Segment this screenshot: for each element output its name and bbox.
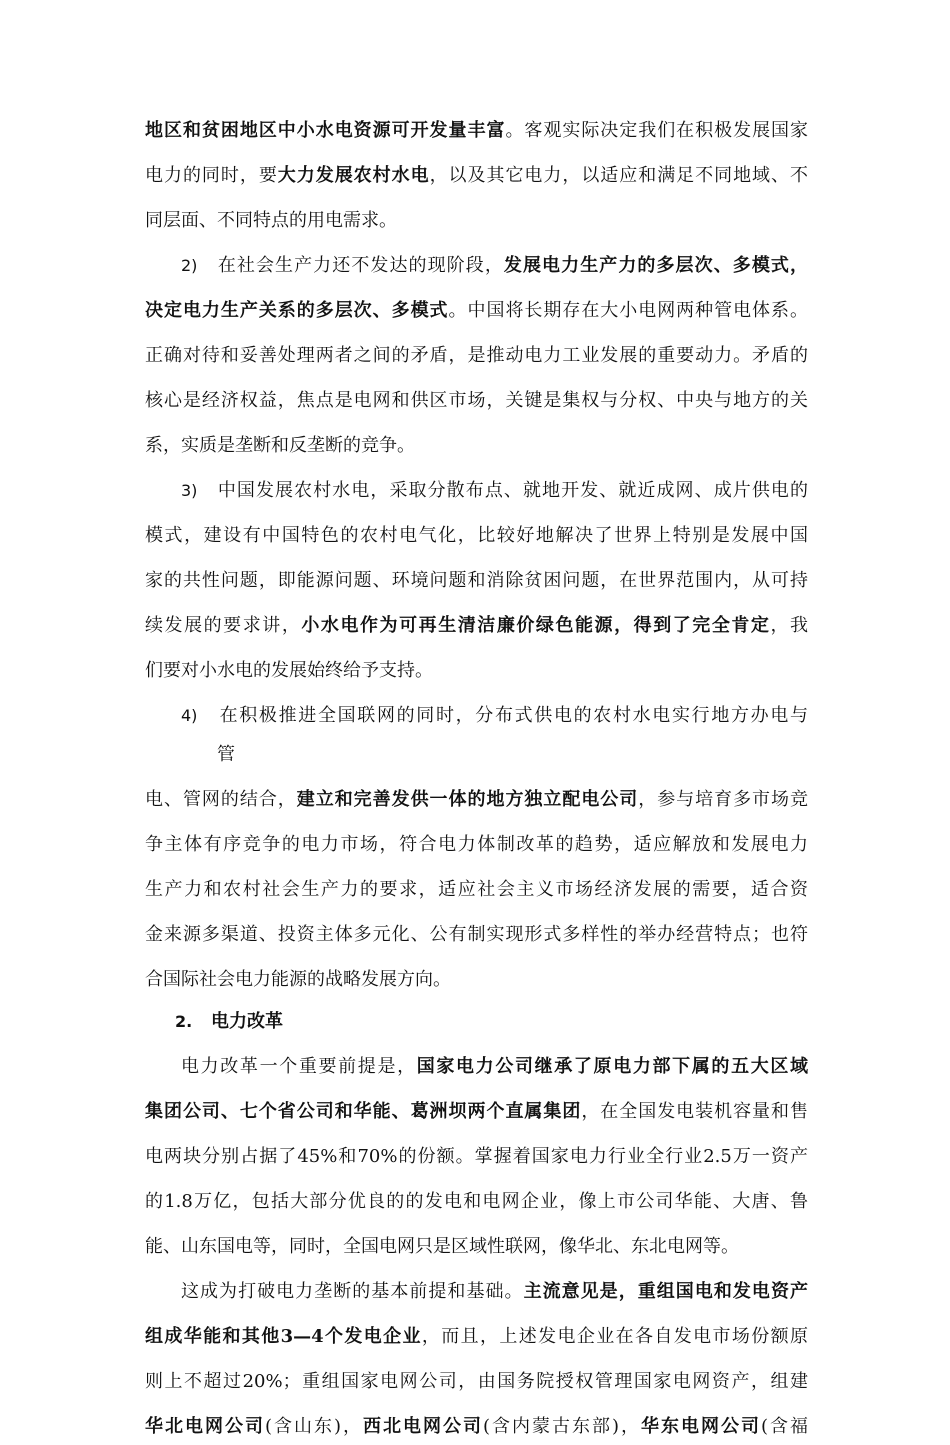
- list-item-2: 2) 在社会生产力还不发达的现阶段，发展电力生产力的多层次、多模式，: [181, 255, 808, 276]
- section-number: 2.: [175, 1012, 193, 1031]
- paragraph-line: 组成华能和其他3—4个发电企业，而且，上述发电企业在各自发电市场份额原: [145, 1326, 808, 1347]
- paragraph-line: 电力的同时，要大力发展农村水电，以及其它电力，以适应和满足不同地域、不: [145, 165, 809, 186]
- list-marker: 4): [181, 706, 198, 725]
- paragraph-line: 华北电网公司(含山东)，西北电网公司(含内蒙古东部)，华东电网公司(含福: [145, 1416, 809, 1437]
- list-item-4: 4) 在积极推进全国联网的同时，分布式供电的农村水电实行地方办电与: [181, 705, 808, 726]
- paragraph-line: 这成为打破电力垄断的基本前提和基础。主流意见是，重组国电和发电资产: [181, 1281, 808, 1302]
- paragraph-line: 电、管网的结合，建立和完善发供一体的地方独立配电公司，参与培育多市场竞: [145, 789, 808, 810]
- paragraph-line: 家的共性问题，即能源问题、环境问题和消除贫困问题，在世界范围内，从可持: [145, 570, 808, 591]
- paragraph-line: 电两块分别占据了45%和70%的份额。掌握着国家电力行业全行业2.5万一资产: [145, 1146, 808, 1167]
- paragraph-line: 续发展的要求讲，小水电作为可再生清洁廉价绿色能源，得到了完全肯定，我: [145, 615, 809, 636]
- section-heading: [175, 1004, 283, 1040]
- paragraph-line: 则上不超过20%；重组国家电网公司，由国务院授权管理国家电网资产，组建: [145, 1371, 808, 1392]
- list-item-3: 3) 中国发展农村水电，采取分散布点、就地开发、就近成网、成片供电的: [181, 480, 808, 501]
- paragraph-line: 地区和贫困地区中小水电资源可开发量丰富。客观实际决定我们在积极发展国家: [145, 120, 809, 141]
- paragraph-line: 集团公司、七个省公司和华能、葛洲坝两个直属集团，在全国发电装机容量和售: [145, 1101, 809, 1122]
- paragraph-line: 同层面、不同特点的用电需求。: [145, 210, 397, 231]
- list-marker: 3): [181, 481, 198, 500]
- paragraph-line: 模式，建设有中国特色的农村电气化，比较好地解决了世界上特别是发展中国: [145, 525, 808, 546]
- paragraph-line: 生产力和农村社会生产力的要求，适应社会主义市场经济发展的需要，适合资: [145, 879, 808, 900]
- paragraph-line: 的1.8万亿，包括大部分优良的的发电和电网企业，像上市公司华能、大唐、鲁: [145, 1191, 808, 1212]
- paragraph-line: 电力改革一个重要前提是，国家电力公司继承了原电力部下属的五大区域: [181, 1056, 809, 1077]
- paragraph-line: 金来源多渠道、投资主体多元化、公有制实现形式多样性的举办经营特点；也符: [145, 924, 808, 945]
- paragraph-line: 争主体有序竞争的电力市场，符合电力体制改革的趋势，适应解放和发展电力: [145, 834, 808, 855]
- paragraph-line: 正确对待和妥善处理两者之间的矛盾，是推动电力工业发展的重要动力。矛盾的: [145, 345, 808, 366]
- paragraph-line: 决定电力生产关系的多层次、多模式。中国将长期存在大小电网两种管电体系。: [145, 300, 808, 321]
- paragraph-line: 管: [217, 744, 235, 765]
- paragraph-line: 合国际社会电力能源的战略发展方向。: [145, 969, 451, 990]
- paragraph-line: 系，实质是垄断和反垄断的竞争。: [145, 435, 415, 456]
- section-title: 电力改革: [211, 1011, 284, 1032]
- paragraph-line: 能、山东国电等，同时，全国电网只是区域性联网，像华北、东北电网等。: [145, 1236, 739, 1257]
- list-marker: 2): [181, 256, 198, 275]
- paragraph-line: 核心是经济权益，焦点是电网和供区市场，关键是集权与分权、中央与地方的关: [145, 390, 808, 411]
- paragraph-line: 们要对小水电的发展始终给予支持。: [145, 660, 433, 681]
